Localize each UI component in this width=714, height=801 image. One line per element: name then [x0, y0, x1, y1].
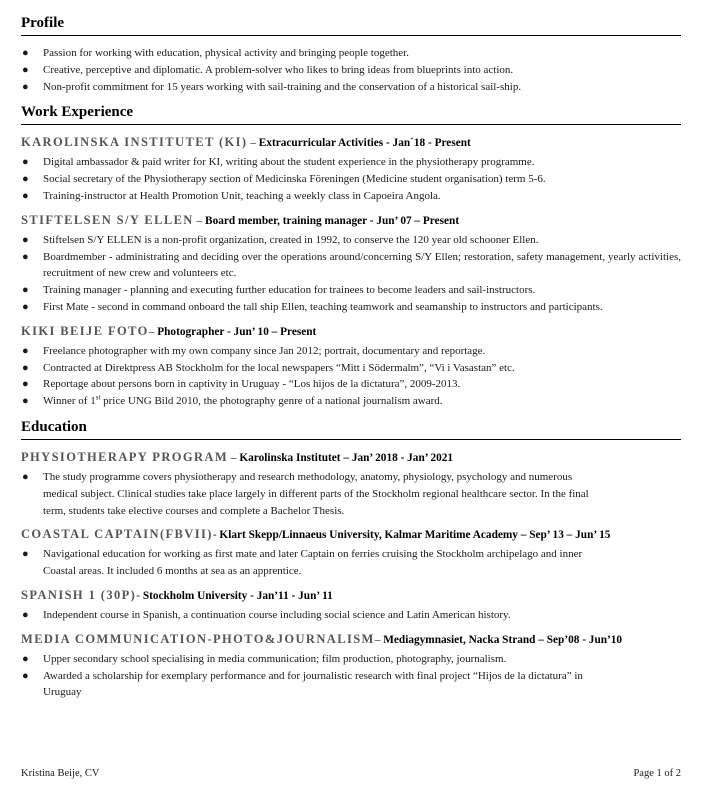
- bullet-icon: ●: [22, 344, 29, 357]
- education-header: COASTAL CAPTAIN(FBVII)- Klart Skepp/Linnaeus University, Kalmar Maritime Academy – Sep’ 13 – Jun’ 15: [21, 527, 611, 542]
- list-item: ● Independent course in Spanish, a continuation course including social science and Latin American history.: [21, 607, 681, 624]
- education-details: [21, 469, 681, 519]
- bullet-icon: ●: [22, 395, 29, 408]
- list-item: ● First Mate - second in command onboard the tall ship Ellen, teaching teamwork and seamanship to instructors and participants.: [21, 299, 681, 316]
- list-item: ● Awarded a scholarship for exemplary performance and for journalistic research with final project “Hijos de la dictatura” in Uruguay: [22, 669, 583, 699]
- bullet-icon: ●: [22, 233, 29, 246]
- bullet-icon: ●: [22, 156, 29, 169]
- bullet-icon: ●: [22, 378, 29, 391]
- list-item: ● Creative, perceptive and diplomatic. A problem-solver who likes to bring ideas from blueprints into action.: [21, 62, 681, 79]
- job-duties: [21, 154, 681, 204]
- job-role: Photographer - Jun’ 10 – Present: [157, 325, 317, 338]
- bullet-icon: ●: [22, 47, 29, 59]
- bullet-icon: ●: [22, 361, 29, 374]
- job-role: Board member, training manager - Jun’ 07 – Present: [205, 214, 460, 227]
- education-program: COASTAL CAPTAIN(FBVII): [21, 527, 213, 542]
- work-heading: Work Experience: [21, 103, 681, 125]
- education-institution: Karolinska Institutet – Jan’ 2018 - Jan’ 2021: [239, 451, 454, 464]
- education-section: [21, 418, 681, 701]
- work-section: [21, 103, 681, 410]
- education-header: SPANISH 1 (30P)- Stockholm University - Jan’11 - Jun’ 11: [21, 587, 333, 602]
- cv-page: [21, 14, 681, 701]
- education-details: [21, 651, 681, 701]
- education-heading: Education: [21, 418, 681, 440]
- list-item: ● Contracted at Direktpress AB Stockholm for the local newspapers “Mitt i Södermalm”, “Vi i Vasastan” etc.: [21, 360, 681, 377]
- bullet-icon: ●: [22, 284, 29, 297]
- list-item: ● Digital ambassador & paid writer for KI, writing about the student experience in the physiotherapy programme.: [21, 154, 681, 171]
- footer-page-number: Page 1 of 2: [633, 768, 681, 779]
- list-item: ● Upper secondary school specialising in media communication; film production, photography, journalism.: [21, 651, 681, 668]
- education-program: PHYSIOTHERAPY PROGRAM: [21, 449, 229, 464]
- job-organization: KIKI BEIJE FOTO: [21, 323, 149, 338]
- education-program: MEDIA COMMUNICATION-PHOTO&JOURNALISM: [21, 631, 375, 646]
- education-header: PHYSIOTHERAPY PROGRAM – Karolinska Institutet – Jan’ 2018 - Jan’ 2021: [21, 449, 454, 464]
- job-organization: STIFTELSEN S/Y ELLEN: [21, 212, 194, 227]
- list-item: ● The study programme covers physiotherapy and research methodology, anatomy, physiology, psychology and numerous medical subject. Clinical studies take place largely in different parts of the Stockholm regional healthcare sector. In the final term, students take elective courses and complete a Bachelor Thesis.: [22, 470, 589, 517]
- education-institution: Klart Skepp/Linnaeus University, Kalmar Maritime Academy – Sep’ 13 – Jun’ 15: [219, 529, 611, 542]
- job-header: KAROLINSKA INSTITUTET (KI) – Extracurricular Activities - Jan´18 - Present: [21, 135, 471, 150]
- bullet-icon: ●: [22, 548, 29, 561]
- bullet-icon: ●: [22, 300, 29, 313]
- education-details: [21, 546, 681, 580]
- bullet-icon: ●: [22, 80, 29, 93]
- bullet-icon: ●: [22, 470, 29, 483]
- bullet-icon: ●: [22, 652, 29, 665]
- list-item: ● Reportage about persons born in captivity in Uruguay - “Los hijos de la dictatura”, 2009-2013.: [21, 376, 681, 393]
- education-program: SPANISH 1 (30P): [21, 587, 137, 602]
- education-header: MEDIA COMMUNICATION-PHOTO&JOURNALISM– Mediagymnasiet, Nacka Strand – Sep’08 - Jun’10: [21, 631, 623, 646]
- list-item: ● Training-instructor at Health Promotion Unit, teaching a weekly class in Capoeira Angola.: [21, 188, 681, 205]
- list-item: ● Boardmember - administrating and deciding over the operations around/concerning S/Y Ellen; restoration, safety management, yearly activities, recruitment of new crew and volunteers etc.: [22, 250, 681, 280]
- profile-list: [21, 45, 681, 95]
- profile-section: [21, 14, 681, 95]
- bullet-icon: ●: [22, 173, 29, 186]
- job-role: Extracurricular Activities - Jan´18 - Present: [258, 137, 471, 150]
- job-organization: KAROLINSKA INSTITUTET (KI): [21, 135, 248, 150]
- education-institution: Stockholm University - Jan’11 - Jun’ 11: [142, 589, 333, 602]
- education-details: [21, 607, 681, 624]
- bullet-icon: ●: [22, 669, 29, 682]
- list-item: ● Social secretary of the Physiotherapy section of Medicinska Föreningen (Medicine student organisation) term 5-6.: [21, 171, 681, 188]
- job-duties: [21, 343, 681, 410]
- list-item: ● Winner of 1st price UNG Bild 2010, the photography genre of a national journalism award.: [21, 393, 681, 410]
- profile-heading: Profile: [21, 14, 681, 36]
- job-duties: [21, 232, 681, 316]
- list-item: ● Passion for working with education, physical activity and bringing people together.: [21, 45, 681, 62]
- footer-author: Kristina Beije, CV: [21, 768, 100, 779]
- job-header: KIKI BEIJE FOTO– Photographer - Jun’ 10 – Present: [21, 323, 317, 338]
- bullet-icon: ●: [22, 63, 29, 76]
- list-item: ● Stiftelsen S/Y ELLEN is a non-profit organization, created in 1992, to conserve the 120 year old schooner Ellen.: [21, 232, 681, 249]
- education-institution: Mediagymnasiet, Nacka Strand – Sep’08 - Jun’10: [383, 633, 623, 646]
- list-item: ● Navigational education for working as first mate and later Captain on ferries cruising the Stockholm archipelago and inner Coastal areas. It included 6 months at sea as an apprentice.: [22, 548, 583, 578]
- list-item: ● Freelance photographer with my own company since Jan 2012; portrait, documentary and reportage.: [21, 343, 681, 360]
- bullet-icon: ●: [22, 250, 29, 263]
- bullet-icon: ●: [22, 608, 29, 621]
- bullet-icon: ●: [22, 189, 29, 202]
- list-item: ● Non-profit commitment for 15 years working with sail-training and the conservation of a historical sail-ship.: [21, 79, 681, 96]
- list-item: ● Training manager - planning and executing further education for trainees to become leaders and sail-instructors.: [21, 282, 681, 299]
- job-header: STIFTELSEN S/Y ELLEN – Board member, training manager - Jun’ 07 – Present: [21, 212, 460, 227]
